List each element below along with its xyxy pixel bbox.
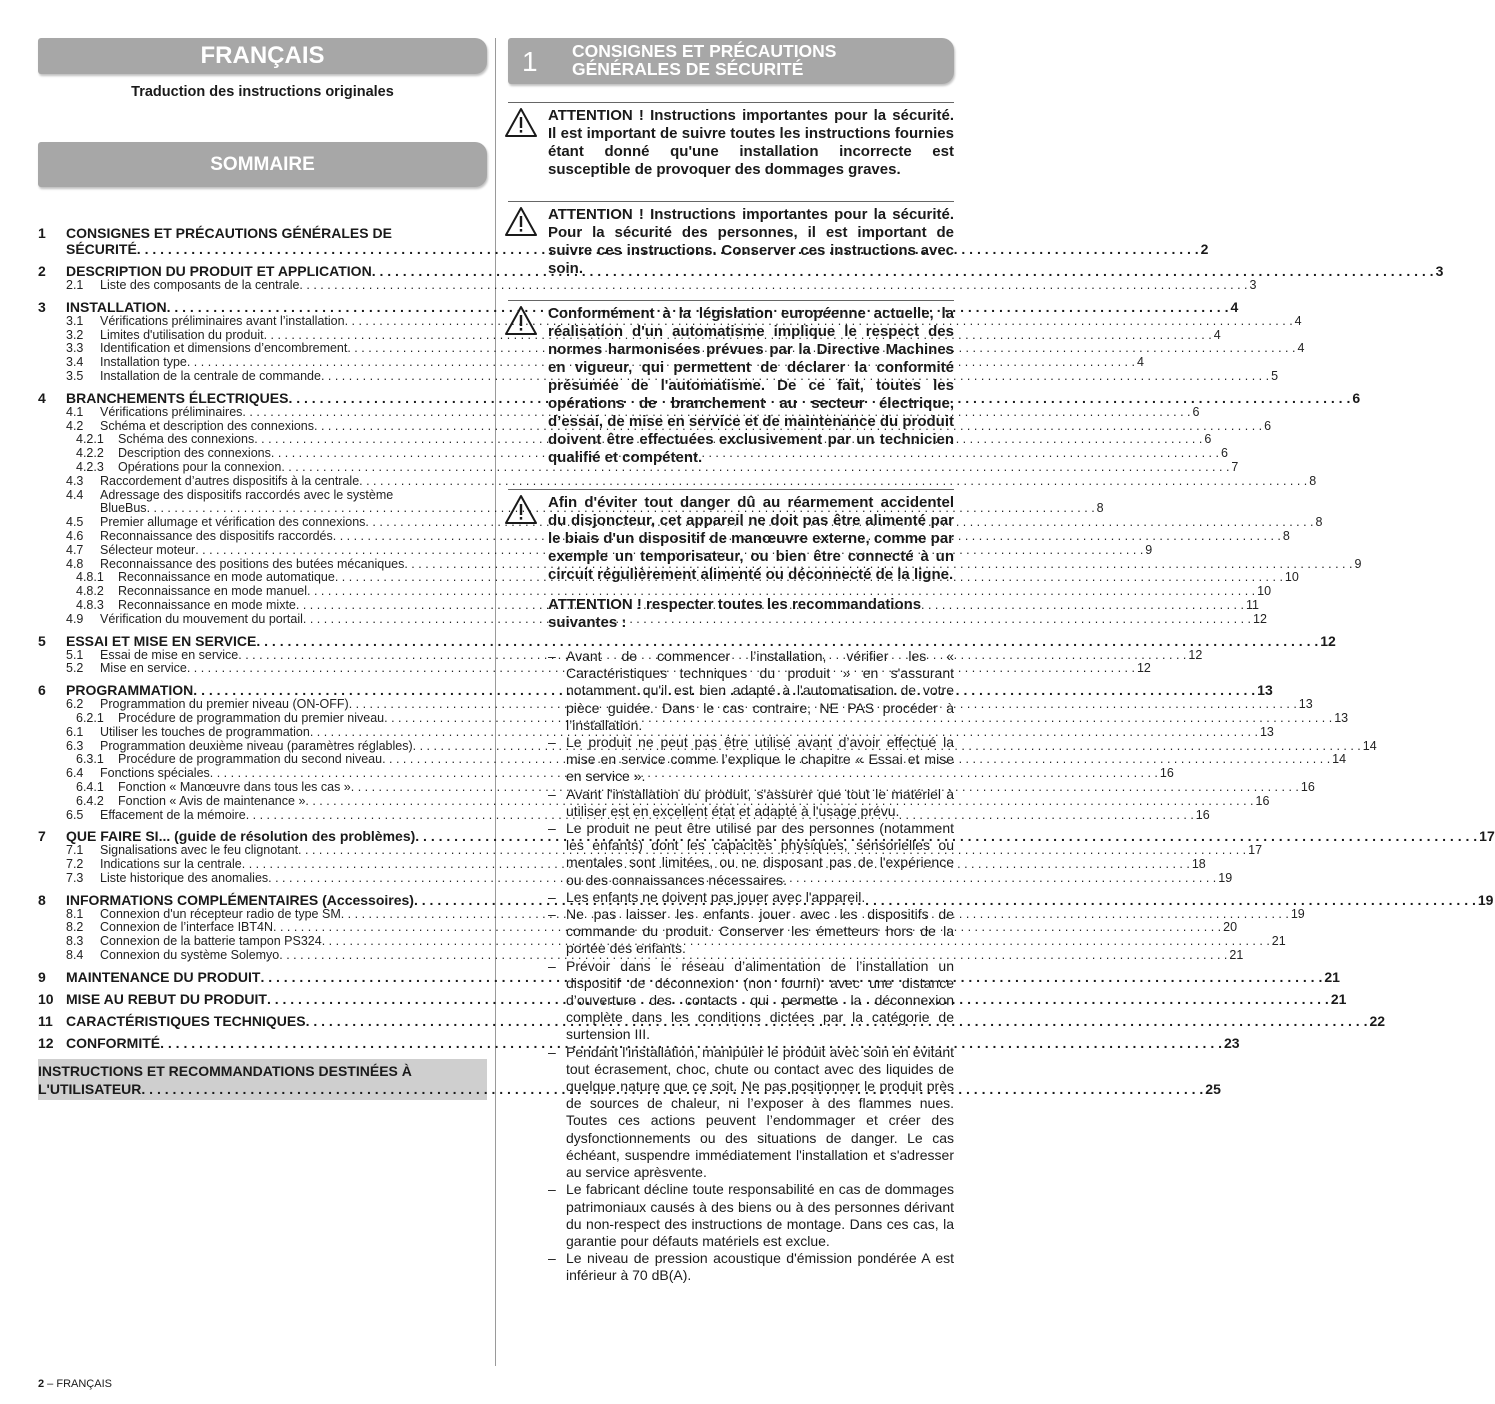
toc-subsection-title: Fonction « Manœuvre dans tous les cas » <box>118 779 351 794</box>
toc-section[interactable] <box>38 298 1305 384</box>
toc-subsection-page: 21 <box>1271 934 1286 949</box>
recommendation-item: – Avant de commencer l’installation, vérifier les « Caractéristiques techniques du produit » en s'assurant notamment qu'il est bien adapté à l'automatisation de votre pièce guidée. Dans le cas contraire, NE PAS procéder à l’installation. <box>548 648 954 734</box>
toc-section-title: BRANCHEMENTS ÉLECTRIQUES <box>66 389 289 406</box>
toc-subsection-number: 7.2 <box>66 857 84 872</box>
toc-section[interactable] <box>38 1034 1240 1051</box>
toc-subsection-number: 4.8.2 <box>76 584 104 599</box>
toc-subsection-title: Connexion de l’interface IBT4N <box>100 920 274 935</box>
warning-text: ATTENTION ! Instructions importantes pour la sécurité. Pour la sécurité des personnes, il est important de suivre ces instructions. Conserver ces instructions avec soin. <box>548 206 954 277</box>
page-footer: 2 – FRANÇAIS <box>38 1378 112 1390</box>
toc-subsection-title: Reconnaissance en mode mixte <box>118 597 296 612</box>
toc-subsection-number: 6.2.1 <box>76 710 104 725</box>
toc-subsection[interactable] <box>38 697 1313 712</box>
toc-user-section[interactable] <box>38 1059 1221 1100</box>
toc-subsection-page: 8 <box>1315 515 1323 530</box>
warning-block <box>508 201 954 278</box>
toc-section-title: DESCRIPTION DU PRODUIT ET APPLICATION <box>66 263 372 279</box>
toc-section-page: 21 <box>1330 990 1347 1007</box>
toc-subsection-title: Procédure de programmation du premier niveau <box>118 710 385 725</box>
toc-subsection-number: 8.3 <box>66 934 84 949</box>
toc-subsection-title: Fonctions spéciales <box>100 766 210 781</box>
toc-subsection-title: Limites d'utilisation du produit <box>100 327 264 342</box>
footer-page-number: 2 <box>38 1378 45 1390</box>
toc-section-number: 6 <box>38 682 46 699</box>
toc-section-title: QUE FAIRE SI... (guide de résolution des problèmes) <box>66 828 416 845</box>
toc-subsection[interactable] <box>38 418 1272 434</box>
toc-subsection[interactable] <box>38 647 1203 663</box>
chapter-title-line2: GÉNÉRALES DE SÉCURITÉ <box>572 59 804 79</box>
toc-subsection-number: 4.9 <box>66 611 84 626</box>
toc-section-page: 19 <box>1477 891 1494 908</box>
warning-text: Afin d'éviter tout danger dû au réarmement accidentel du disjoncteur, cet appareil ne doit pas être alimenté par le biais d'un dispositif de manœuvre externe, comme par exemple un temporisateur, ou bien être connecté à un circuit régulièrement alimenté ou déconnecté de la ligne. <box>548 494 954 583</box>
toc-section-number: 4 <box>38 389 46 406</box>
toc-subsection-title: Installation de la centrale de commande <box>100 368 321 383</box>
toc-subsection-page: 10 <box>1257 584 1272 599</box>
toc-subsection[interactable] <box>38 368 1279 384</box>
toc-user-page: 25 <box>1205 1080 1221 1097</box>
toc-subsection-page: 6 <box>1220 446 1228 461</box>
toc-section-title: ESSAI ET MISE EN SERVICE <box>66 632 257 649</box>
toc-section-title: MISE AU REBUT DU PRODUIT <box>66 990 267 1007</box>
toc-subsection-page: 16 <box>1300 779 1315 794</box>
toc-subsection-number: 4.8 <box>66 556 84 571</box>
warning-triangle-icon <box>504 305 538 337</box>
toc-subsection[interactable] <box>38 584 1272 599</box>
toc-subsection-number: 6.4 <box>66 766 84 781</box>
toc-subsection-number: 4.3 <box>66 473 84 488</box>
toc-subsection-page: 12 <box>1253 611 1267 626</box>
toc-subsection[interactable] <box>38 570 1299 585</box>
toc-subsection-title-cont: BlueBus <box>100 501 147 516</box>
toc-subsection-number: 8.2 <box>66 920 84 935</box>
toc-subsection-title: Mise en service <box>100 661 187 676</box>
toc-section-title-cont: SÉCURITÉ <box>66 241 137 257</box>
toc-subsection-page: 20 <box>1223 920 1238 935</box>
toc-subsection-number: 3.4 <box>66 355 84 370</box>
toc-subsection-number: 4.2.2 <box>76 446 104 461</box>
toc-subsection-title: Adressage des dispositifs raccordés avec le système <box>100 487 394 502</box>
toc-subsection-title: Opérations pour la connexion <box>118 459 282 474</box>
toc-subsection-page: 14 <box>1332 752 1347 767</box>
toc-subsection-number: 6.2 <box>66 697 84 712</box>
toc-subsection-page: 19 <box>1218 870 1233 885</box>
toc-subsection-number: 4.5 <box>66 515 84 530</box>
toc-section-title: MAINTENANCE DU PRODUIT <box>66 968 261 985</box>
toc-subsection-title: Schéma et description des connexions <box>100 418 315 433</box>
toc-subsection-number: 4.7 <box>66 542 84 557</box>
toc-section-page: 12 <box>1320 632 1336 649</box>
recommendation-item: – Le produit ne peut être utilisé par des personnes (notamment les enfants) dont les capacités physiques, sensorielles ou mentales sont limitées, ou ne disposant pas de l'expérience ou des connaissances nécessaires. <box>548 820 954 889</box>
toc-section[interactable] <box>38 1012 1386 1029</box>
toc-subsection-title: Connexion de la batterie tampon PS324 <box>100 934 322 949</box>
toc-subsection-page: 4 <box>1294 313 1302 328</box>
toc-subsection-number: 2.1 <box>66 278 84 292</box>
toc-section-page: 17 <box>1479 828 1495 845</box>
warning-triangle-icon <box>504 494 538 526</box>
toc-subsection[interactable] <box>38 948 1244 963</box>
toc-section-number: 1 <box>38 225 46 241</box>
toc-subsection[interactable] <box>38 556 1362 572</box>
toc-subsection[interactable] <box>38 515 1323 530</box>
warning-text: ATTENTION ! Instructions importantes pour la sécurité. Il est important de suivre toutes les instructions fournies étant donné qu'une installation incorrecte est susceptible de provoquer des dommages graves. <box>548 107 954 178</box>
toc-subsection-number: 3.5 <box>66 368 84 383</box>
toc-subsection-page: 12 <box>1136 661 1151 676</box>
toc-section-title: CONSIGNES ET PRÉCAUTIONS GÉNÉRALES DE <box>66 225 392 241</box>
toc-subsection[interactable] <box>38 661 1151 676</box>
toc-subsection[interactable] <box>38 793 1270 809</box>
toc-subsection-page: 8 <box>1309 473 1317 488</box>
toc-subsection[interactable] <box>38 278 1257 293</box>
toc-section-number: 9 <box>38 968 46 985</box>
toc-subsection-title: Liste historique des anomalies <box>100 870 269 885</box>
toc-subsection-title: Signalisations avec le feu clignotant <box>100 843 299 858</box>
toc-subsection-number: 6.3.1 <box>76 752 104 767</box>
toc-subsection-page: 4 <box>1213 327 1221 342</box>
toc-subsection-page: 16 <box>1195 807 1210 822</box>
recommendation-item: – Le niveau de pression acoustique d'émission pondérée A est inférieur à 70 dB(A). <box>548 1250 954 1284</box>
toc-subsection-number: 4.4 <box>66 487 84 502</box>
toc-section-number: 7 <box>38 828 46 845</box>
toc-subsection-number: 7.1 <box>66 843 84 858</box>
toc-subsection-title: Liste des composants de la centrale <box>100 278 300 292</box>
toc-section[interactable] <box>38 225 1209 257</box>
toc-section[interactable] <box>38 632 1336 677</box>
toc-section-number: 10 <box>38 990 54 1007</box>
toc-subsection-title: Identification et dimensions d’encombrement <box>100 341 348 356</box>
toc-subsection-number: 3.2 <box>66 327 84 342</box>
toc-subsection-page: 13 <box>1334 710 1349 725</box>
toc-section-page: 21 <box>1324 968 1340 985</box>
recommendation-item: – Le fabricant décline toute responsabilité en cas de dommages patrimoniaux causés à des biens ou à des personnes dérivant du non-respect des instructions de montage. Dans ces cas, la garantie pour défauts matériels est exclue. <box>548 1181 954 1250</box>
toc-subsection[interactable] <box>38 341 1305 356</box>
toc-subsection-title: Raccordement d’autres dispositifs à la centrale <box>100 473 360 488</box>
toc-subsection-number: 3.3 <box>66 341 84 356</box>
toc-subsection[interactable] <box>38 870 1233 886</box>
toc-subsection-number: 6.4.1 <box>76 779 104 794</box>
toc-subsection-title: Reconnaissance des positions des butées mécaniques <box>100 556 405 571</box>
toc-section-page: 6 <box>1352 389 1361 406</box>
toc-subsection[interactable] <box>38 843 1263 858</box>
recommendation-item: – Pendant l'installation, manipuler le produit avec soin en évitant tout écrasement, choc, chute ou contact avec des liquides de quelque nature que ce soit. Ne pas positionner le produit près de sources de chaleur, ni l’exposer à des flammes nues. Toutes ces actions peuvent l’endommager et créer des dysfonctionnements ou des situations de danger. Le cas échéant, suspendre immédiatement l'installation et s'adresser au service aprèsvente. <box>548 1044 954 1182</box>
toc-subsection-page: 3 <box>1249 278 1257 292</box>
toc-section-title: INFORMATIONS COMPLÉMENTAIRES (Accessoires) <box>66 891 414 908</box>
toc-subsection-page: 14 <box>1362 738 1377 753</box>
toc-subsection-number: 5.2 <box>66 661 84 676</box>
toc-subsection-number: 4.8.1 <box>76 570 104 585</box>
toc-subsection-title: Reconnaissance en mode automatique <box>118 570 335 585</box>
toc-subsection[interactable] <box>38 738 1377 754</box>
toc-section-page: 22 <box>1369 1012 1386 1029</box>
toc-subsection-page: 17 <box>1248 843 1263 858</box>
toc-subsection-number: 3.1 <box>66 313 84 328</box>
attention-follow: ATTENTION ! respecter toutes les recommandations suivantes : <box>548 596 922 631</box>
toc-subsection-title: Connexion d'un récepteur radio de type SM <box>100 906 341 921</box>
toc-subsection[interactable] <box>38 906 1305 922</box>
toc-subsection-page: 6 <box>1204 432 1212 447</box>
recommendations-list <box>548 648 954 1285</box>
toc-subsection-number: 6.1 <box>66 724 84 739</box>
toc-subsection[interactable] <box>38 766 1174 781</box>
warning-text: Conformément à la législation européenne actuelle, la réalisation d'un automatisme implique le respect des normes harmonisées prévues par la Directive Machines en vigueur, qui permettent de déclarer la conformité présumée de l'automatisme. De ce fait, toutes les opérations de branchement au secteur électrique, d’essai, de mise en service et de maintenance du produit doivent être effectuées exclusivement par un technicien qualifié et compétent. <box>548 305 954 466</box>
toc-subsection-page: 8 <box>1096 501 1104 516</box>
toc-section-number: 12 <box>38 1034 54 1051</box>
toc-subsection-page: 8 <box>1282 528 1290 543</box>
recommendation-item: – Ne pas laisser les enfants jouer avec les dispositifs de commande du produit. Conserver les émetteurs hors de la portée des enfants. <box>548 906 954 958</box>
toc-subsection-page: 21 <box>1229 948 1244 963</box>
footer-label: FRANÇAIS <box>56 1378 112 1390</box>
toc-section-title: PROGRAMMATION <box>66 682 194 699</box>
toc-subsection-page: 18 <box>1191 857 1206 872</box>
toc-subsection-title: Programmation deuxième niveau (paramètres réglables) <box>100 738 413 753</box>
recommendation-item: – Prévoir dans le réseau d’alimentation de l’installation un dispositif de déconnexion (non fourni) avec une distance d’ouverture des contacts qui permette la déconnexion complète dans les conditions dictées par la catégorie de surtension III. <box>548 958 954 1044</box>
toc-subsection[interactable] <box>38 327 1221 343</box>
toc-subsection[interactable] <box>38 404 1200 420</box>
warning-triangle-icon <box>504 206 538 238</box>
chapter-number: 1 <box>522 46 538 77</box>
toc-section-number: 5 <box>38 632 46 649</box>
toc-subsection-number: 5.1 <box>66 647 84 662</box>
toc-subsection[interactable] <box>38 611 1267 627</box>
toc-subsection-title: Effacement de la mémoire <box>100 807 246 822</box>
toc-section-number: 11 <box>38 1012 53 1029</box>
toc-subsection-title: Utiliser les touches de programmation <box>100 724 310 739</box>
toc-user-line1: INSTRUCTIONS ET RECOMMANDATIONS DESTINÉES À <box>38 1062 412 1079</box>
toc-subsection-number: 6.5 <box>66 807 84 822</box>
toc-subsection-title: Programmation du premier niveau (ON-OFF) <box>100 697 349 712</box>
toc-subsection-number: 8.4 <box>66 948 84 963</box>
toc-subsection[interactable] <box>38 807 1210 823</box>
toc-subsection[interactable] <box>38 355 1144 370</box>
toc-subsection-page: 6 <box>1264 418 1272 433</box>
subtitle: Traduction des instructions originales <box>131 84 394 100</box>
toc-subsection[interactable] <box>38 752 1347 767</box>
toc-subsection-number: 7.3 <box>66 870 84 885</box>
toc-subsection-title: Fonction « Avis de maintenance » <box>118 793 306 808</box>
recommendation-item: – Les enfants ne doivent pas jouer avec l'appareil. <box>548 889 954 906</box>
toc-subsection-page: 9 <box>1354 556 1362 571</box>
toc-subsection-page: 11 <box>1245 597 1259 612</box>
toc-subsection-title: Indications sur la centrale <box>100 857 242 872</box>
warnings-block <box>508 102 954 584</box>
toc-subsection-page: 13 <box>1298 697 1313 712</box>
toc-section-number: 8 <box>38 891 46 908</box>
toc-subsection-page: 9 <box>1145 542 1153 557</box>
toc-subsection-title: Reconnaissance des dispositifs raccordés <box>100 528 333 543</box>
toc-subsection-number: 4.8.3 <box>76 597 104 612</box>
toc-subsection[interactable] <box>38 920 1238 935</box>
toc-subsection[interactable] <box>38 446 1228 461</box>
toc-subsection-page: 16 <box>1159 766 1174 781</box>
toc-section-title: CONFORMITÉ <box>66 1034 161 1051</box>
toc-subsection-title: Reconnaissance en mode manuel <box>118 584 308 599</box>
toc-subsection-title: Sélecteur moteur <box>100 542 196 557</box>
toc-subsection[interactable] <box>38 487 1104 517</box>
toc-subsection-page: 13 <box>1259 724 1274 739</box>
toc-subsection-page: 19 <box>1290 906 1305 921</box>
toc-section-page: 13 <box>1257 682 1273 699</box>
toc-subsection-page: 5 <box>1271 368 1279 383</box>
toc-subsection-page: 4 <box>1297 341 1305 356</box>
toc-subsection[interactable] <box>38 934 1286 949</box>
toc-subsection[interactable] <box>38 724 1274 740</box>
toc-subsection[interactable] <box>38 528 1290 544</box>
toc-subsection[interactable] <box>38 710 1349 726</box>
warning-triangle-icon <box>504 107 538 139</box>
toc-subsection-number: 8.1 <box>66 906 84 921</box>
toc-subsection[interactable] <box>38 459 1239 475</box>
toc-subsection-number: 6.3 <box>66 738 84 753</box>
toc-section-page: 4 <box>1230 298 1239 315</box>
toc-subsection-page: 16 <box>1255 793 1270 808</box>
toc-subsection-number: 4.1 <box>66 404 84 419</box>
toc-subsection[interactable] <box>38 432 1212 447</box>
toc-subsection[interactable] <box>38 857 1206 872</box>
toc-section-page: 3 <box>1435 263 1444 279</box>
toc-subsection-page: 12 <box>1188 647 1203 662</box>
toc-subsection-title: Schéma des connexions <box>118 432 255 447</box>
toc-subsection[interactable] <box>38 597 1259 613</box>
toc-subsection-number: 4.2.1 <box>76 432 104 447</box>
chapter-heading <box>508 38 954 84</box>
toc-subsection-number: 4.2.3 <box>76 459 104 474</box>
toc-section[interactable] <box>38 968 1340 985</box>
toc-subsection-number: 6.4.2 <box>76 793 104 808</box>
toc-subsection-title: Description des connexions <box>118 446 271 461</box>
toc-section[interactable] <box>38 990 1347 1007</box>
toc-subsection-page: 4 <box>1136 355 1144 370</box>
toc-subsection-title: Premier allumage et vérification des connexions <box>100 515 366 530</box>
toc-subsection-page: 7 <box>1231 459 1239 474</box>
chapter-title-line1: CONSIGNES ET PRÉCAUTIONS <box>572 41 837 61</box>
recommendation-item: – Avant l'installation du produit, s'assurer que tout le matériel à utiliser est en excellent état et adapté à l'usage prévu. <box>548 786 954 820</box>
toc-subsection-page: 10 <box>1284 570 1299 585</box>
right-column <box>508 38 954 1285</box>
toc-subsection-title: Essai de mise en service <box>100 647 239 662</box>
recommendation-item: – Le produit ne peut pas être utilisé avant d’avoir effectué la mise en service comme l’explique le chapitre « Essai et mise en service ». <box>548 734 954 786</box>
toc-subsection-number: 4.6 <box>66 528 84 543</box>
toc-subsection[interactable] <box>38 779 1315 795</box>
toc-user-line2: L'UTILISATEUR <box>38 1080 142 1097</box>
toc-subsection[interactable] <box>38 313 1302 329</box>
toc-subsection-number: 4.2 <box>66 418 84 433</box>
toc-section[interactable] <box>38 263 1444 293</box>
language-banner: FRANÇAIS <box>38 38 487 74</box>
toc-subsection-page: 6 <box>1192 404 1200 419</box>
toc-subsection[interactable] <box>38 473 1317 489</box>
toc-subsection-title: Procédure de programmation du second niveau <box>118 752 383 767</box>
toc-section-number: 3 <box>38 298 46 315</box>
warning-block <box>508 489 954 584</box>
toc-subsection-title: Connexion du système Solemyo <box>100 948 280 963</box>
toc-section-title: INSTALLATION <box>66 298 167 315</box>
warning-block <box>508 300 954 467</box>
toc-subsection-title: Vérifications préliminaires <box>100 404 243 419</box>
toc-section-title: CARACTÉRISTIQUES TECHNIQUES <box>66 1012 306 1029</box>
toc-subsection-title: Installation type <box>100 355 187 370</box>
toc-section-page: 2 <box>1200 241 1209 257</box>
toc-section-number: 2 <box>38 263 46 279</box>
toc-subsection[interactable] <box>38 542 1153 558</box>
toc-subsection-title: Vérification du mouvement du portail <box>100 611 303 626</box>
warning-block <box>508 102 954 179</box>
toc-banner: SOMMAIRE <box>38 142 487 187</box>
toc-subsection-title: Vérifications préliminaires avant l’installation <box>100 313 345 328</box>
toc-section-page: 23 <box>1223 1034 1240 1051</box>
